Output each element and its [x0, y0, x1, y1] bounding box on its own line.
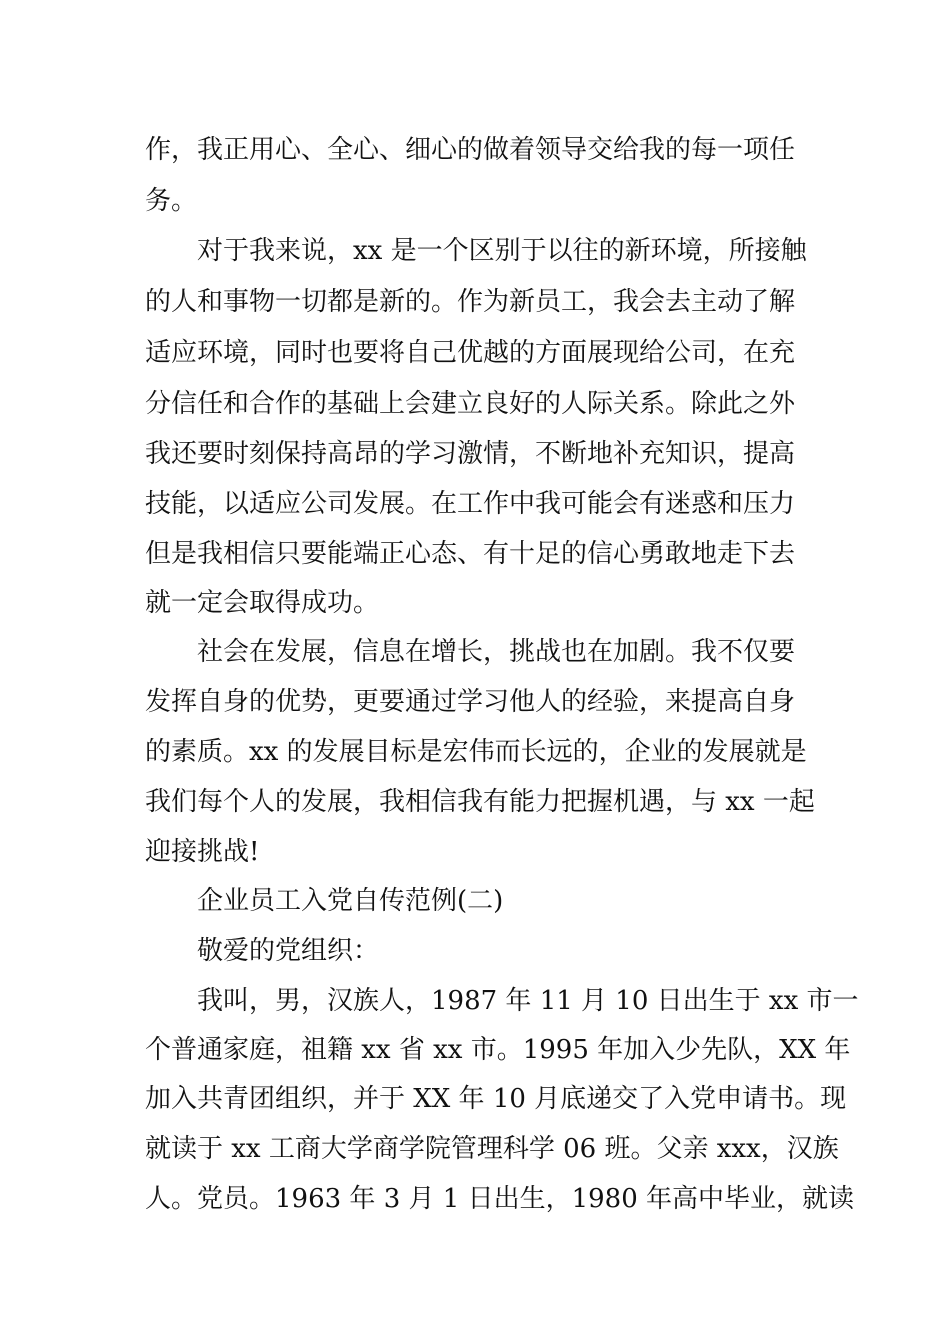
text-line: 就一定会取得成功。	[145, 588, 380, 618]
text-line: 我们每个人的发展，我相信我有能力把握机遇，与 xx 一起	[145, 787, 815, 817]
text-line: 个普通家庭，祖籍 xx 省 xx 市。1995 年加入少先队，XX 年	[145, 1035, 851, 1065]
paragraph-start-line: 社会在发展，信息在增长，挑战也在加剧。我不仅要	[197, 637, 796, 667]
text-line: 的人和事物一切都是新的。作为新员工，我会去主动了解	[145, 287, 796, 317]
text-line: 的素质。xx 的发展目标是宏伟而长远的，企业的发展就是	[145, 737, 807, 767]
paragraph-start-line: 对于我来说，xx 是一个区别于以往的新环境，所接触	[197, 236, 807, 266]
text-line: 发挥自身的优势，更要通过学习他人的经验，来提高自身	[145, 687, 796, 717]
text-line: 人。党员。1963 年 3 月 1 日出生，1980 年高中毕业，就读	[145, 1184, 855, 1214]
text-line: 我还要时刻保持高昂的学习激情，不断地补充知识，提高	[145, 439, 796, 469]
text-line: 加入共青团组织，并于 XX 年 10 月底递交了入党申请书。现	[145, 1084, 847, 1114]
text-line: 就读于 xx 工商大学商学院管理科学 06 班。父亲 xxx，汉族	[145, 1134, 839, 1164]
text-line: 技能，以适应公司发展。在工作中我可能会有迷惑和压力	[145, 489, 796, 519]
section-heading: 企业员工入党自传范例(二)	[197, 886, 504, 916]
salutation: 敬爱的党组织：	[197, 936, 380, 966]
text-line: 作，我正用心、全心、细心的做着领导交给我的每一项任	[145, 135, 796, 165]
text-line: 适应环境，同时也要将自己优越的方面展现给公司，在充	[145, 338, 796, 368]
text-line: 迎接挑战!	[145, 837, 260, 867]
paragraph-start-line: 我叫，男，汉族人，1987 年 11 月 10 日出生于 xx 市一	[197, 986, 859, 1016]
text-line: 但是我相信只要能端正心态、有十足的信心勇敢地走下去	[145, 539, 796, 569]
text-line: 分信任和合作的基础上会建立良好的人际关系。除此之外	[145, 389, 796, 419]
text-line: 务。	[145, 186, 198, 216]
